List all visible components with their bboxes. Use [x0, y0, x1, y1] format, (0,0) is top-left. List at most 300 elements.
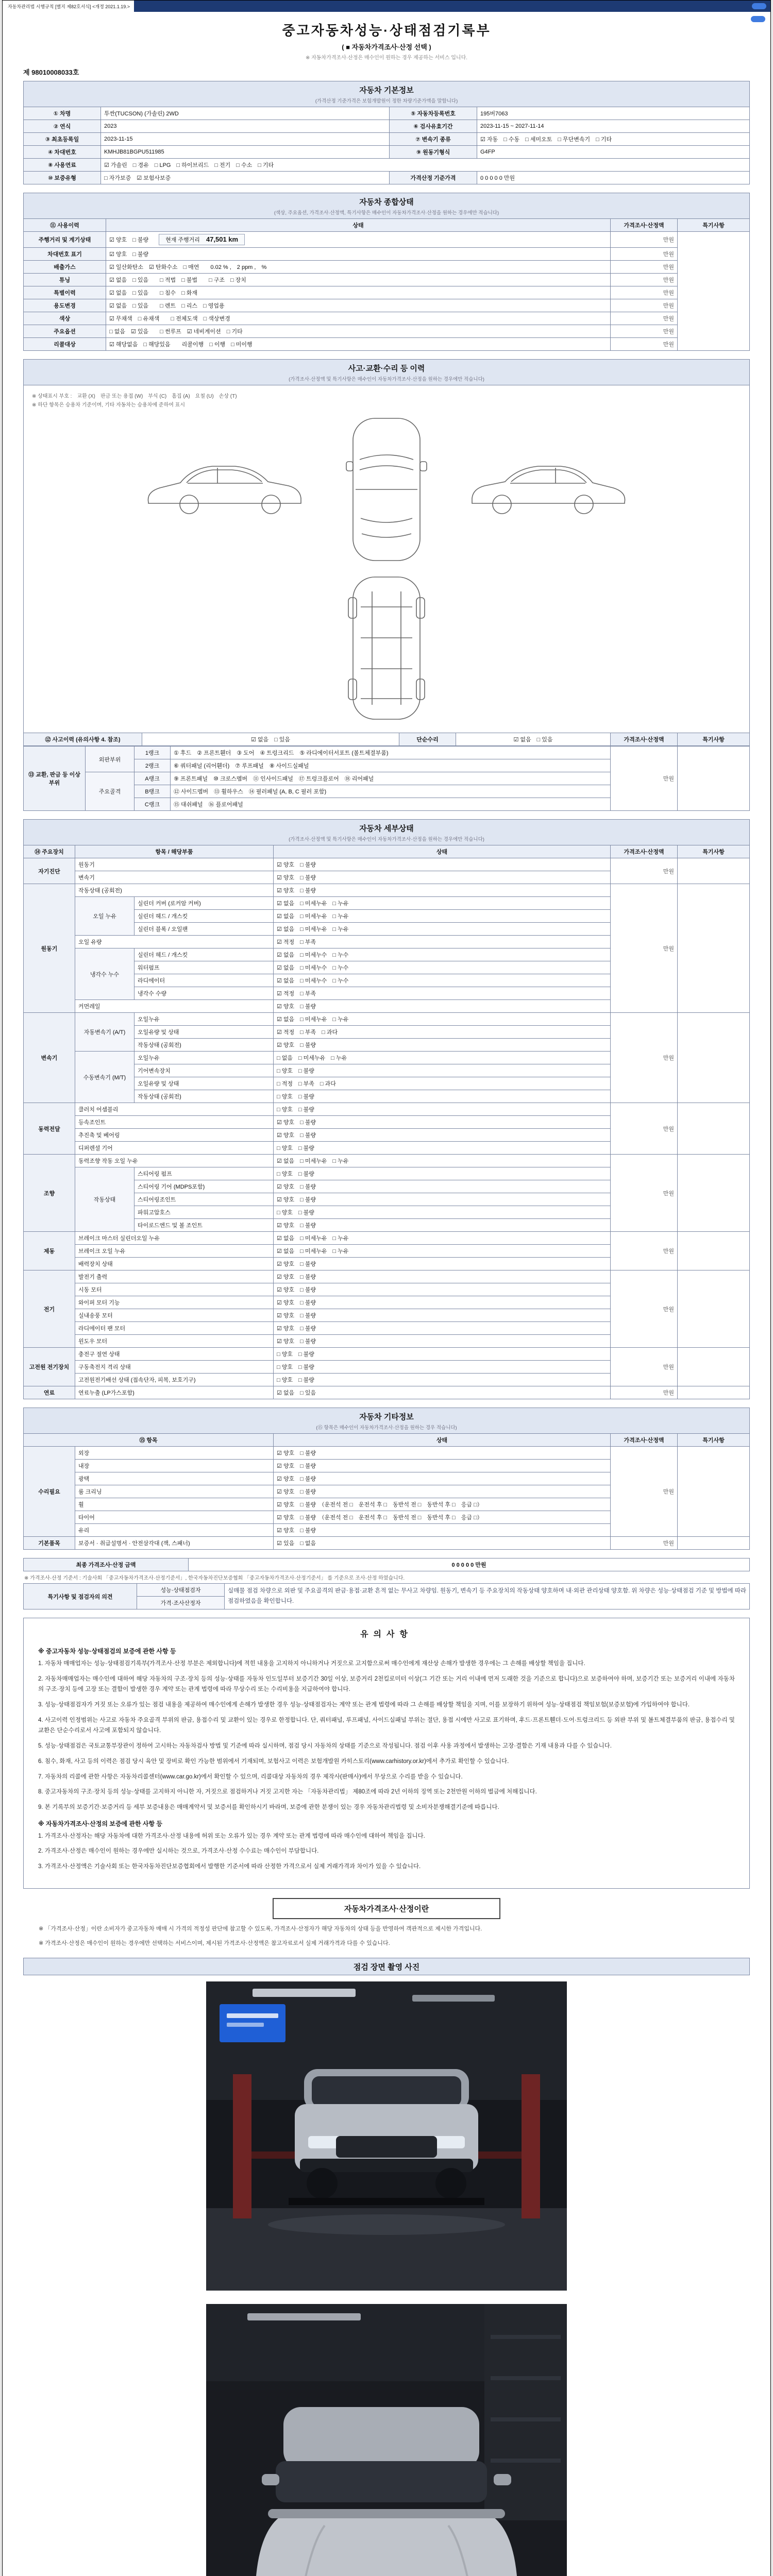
item-label: 라디에이터	[135, 974, 274, 987]
device-group-label: 변속기	[24, 1013, 75, 1103]
item-status: ☑ 양호 □ 불량	[274, 1258, 611, 1270]
accident-price-header: 가격조사·산정액	[611, 733, 678, 746]
accident-title: 사고·교환·수리 등 이력	[348, 364, 425, 373]
usage-row-status: ☑ 양호 □ 불량 현재 주행거리 47,501 km	[106, 232, 611, 248]
odometer-box	[159, 234, 245, 245]
model-year-label: ② 연식	[24, 120, 101, 133]
usage-price-cell: 만원	[611, 312, 678, 325]
top-right-badge-icon[interactable]	[752, 3, 766, 9]
inspector-comment: 실매물 점검 차량으로 외판 및 주요골격의 판금·용접·교환 흔적 없는 무사고 차량임. 원동기, 변속기 등 주요장치의 작동상태 양호하며 내·외관 관리상태 양호함. 위 차량은 성능·상태점검 기준 및 방법에 따라 점검하였음을 확인합니다.	[225, 1584, 750, 1609]
usage-price-cell: 만원	[611, 299, 678, 312]
notice-box	[23, 1618, 750, 1889]
car-top-view	[340, 412, 433, 567]
etc-col-item: ⑮ 항목	[24, 1434, 274, 1447]
odometer-label: 현재 주행거리	[165, 237, 200, 243]
inspection-photo-front-lift	[206, 1981, 567, 2291]
usage-price-cell: 만원	[611, 274, 678, 286]
item-label: 외장	[75, 1447, 274, 1460]
remark-section-label: 특기사항 및 점검자의 의견	[24, 1584, 137, 1609]
engine-type-label: ⑨ 원동기형식	[390, 146, 477, 159]
inspection-record-page	[2, 0, 771, 2576]
basic-info-band	[23, 81, 750, 107]
section-photos	[23, 1958, 750, 2576]
device-group-label: 동력전달	[24, 1103, 75, 1155]
group-remark-cell	[678, 1447, 750, 1537]
item-label: 실린더 블록 / 오일팬	[135, 923, 274, 936]
group-remark-cell	[678, 1537, 750, 1550]
item-label: 실린더 커버 (로커암 커버)	[135, 897, 274, 910]
item-label: 스티어링 기어 (MDPS포함)	[135, 1180, 274, 1193]
overall-table	[23, 218, 750, 351]
item-status: ☑ 없음 □ 미세누유 □ 누유	[274, 923, 611, 936]
usage-row-label: 차대번호 표기	[24, 248, 106, 261]
subgroup-label: 오일 누유	[75, 897, 135, 936]
accident-parts-table	[23, 746, 750, 811]
state-code-legend-2: ※ 하단 항목은 승용차 기준이며, 기타 자동차는 승용차에 준하여 표시	[32, 402, 185, 408]
transmission-value: ☑ 자동 □ 수동 □ 세미오토 □ 무단변속기 □ 기타	[477, 133, 750, 146]
accident-band	[23, 359, 750, 385]
usage-remark-cell	[678, 232, 750, 351]
item-status: ☑ 양호 □ 불량	[274, 1219, 611, 1232]
overall-band	[23, 193, 750, 218]
etc-title: 자동차 기타정보	[359, 1413, 414, 1421]
notice-paragraph: 6. 침수, 화재, 사고 등의 이력은 점검 당시 육안 및 장비로 확인 가능한 범위에서 기재되며, 보험사고 이력은 보험개발원 카히스토리(www.carhistory.or.kr)에서 추가로 확인할 수 있습니다.	[38, 1758, 509, 1765]
appraisal-basis-note: ※ 가격조사·산정 기준서 : 기술사회 「중고자동차가격조사·산정기준서」, 한국자동차진단보증협회 「중고자동차가격조사·산정기준서」 를 기준으로 조사·산정 하였습니다.	[24, 1575, 405, 1581]
item-status: ☑ 양호 □ 불량	[274, 1309, 611, 1322]
item-status: ☑ 양호 □ 불량	[274, 1335, 611, 1348]
device-group-label: 기본품목	[24, 1537, 75, 1550]
car-side-view-right	[464, 451, 634, 528]
group-remark-cell	[678, 1270, 750, 1348]
item-status: ☑ 양호 □ 불량	[274, 1270, 611, 1283]
item-label: 파워고압호스	[135, 1206, 274, 1219]
document-header	[3, 12, 770, 62]
notice-body	[38, 1647, 735, 1872]
notice-paragraph: 2. 가격조사·산정은 매수인이 원하는 경우에만 실시하는 것으로, 가격조사·산정 수수료는 매수인이 부담합니다.	[38, 1848, 319, 1855]
etc-table	[23, 1433, 750, 1550]
group-price-cell: 만원	[611, 1348, 678, 1386]
inspection-period-label: ⑥ 검사유효기간	[390, 120, 477, 133]
item-status: ☑ 없음 □ 미세누수 □ 누수	[274, 974, 611, 987]
group-remark-cell	[678, 1013, 750, 1103]
section-basic-info	[23, 81, 750, 184]
notice-paragraph: 3. 가격조사·산정액은 기술사회 또는 한국자동차진단보증협회에서 발행한 기준서에 따라 산정한 가격으로서 실제 거래가격과 차이가 있을 수 있습니다.	[38, 1863, 421, 1870]
detail-col-remark: 특기사항	[678, 845, 750, 858]
inspector-remark-table	[23, 1583, 750, 1609]
overall-col-remark: 특기사항	[678, 219, 750, 232]
item-status: ☑ 양호 □ 불량	[274, 1447, 611, 1460]
item-status: □ 양호 □ 불량	[274, 1374, 611, 1386]
item-label: 브레이크 마스터 실린더오일 누유	[75, 1232, 274, 1245]
state-code-legend: ※ 상태표시 부호 : 교환 (X) 판금 또는 용접 (W) 부식 (C) 흠집 (A) 요철 (U) 손상 (T)	[32, 394, 237, 399]
overall-note: (색상, 주요옵션, 가격조사·산정액, 특기사항은 매수인이 자동차가격조사·산정을 원하는 경우에만 적습니다)	[274, 210, 499, 216]
rank-items: ⑨ 프론트패널 ⑩ 크로스멤버 ⑪ 인사이드패널 ⑰ 트렁크플로어 ⑱ 리어패널	[171, 772, 611, 785]
zone-label: 외판부위	[86, 747, 135, 772]
item-status: ☑ 없음 □ 미세누유 □ 누유	[274, 1013, 611, 1026]
appraiser-label: 가격·조사산정자	[137, 1597, 225, 1609]
notice-paragraph: 7. 자동차의 리콜에 관한 사항은 자동차리콜센터(www.car.go.kr)에서 확인할 수 있으며, 리콜대상 자동차의 경우 제작사(판매사)에서 무상으로 수리를 받을 수 있습니다.	[38, 1773, 463, 1780]
detail-band	[23, 819, 750, 845]
item-label: 오일누유	[135, 1013, 274, 1026]
fuel-label: ⑧ 사용연료	[24, 159, 101, 172]
item-status: □ 양호 □ 불량	[274, 1064, 611, 1077]
item-status: ☑ 양호 □ 불량	[274, 1485, 611, 1498]
rank-label: 2랭크	[135, 759, 171, 772]
group-remark-cell	[678, 884, 750, 1013]
group-remark-cell	[678, 1103, 750, 1155]
item-label: 오일누유	[135, 1052, 274, 1064]
car-diagram-area	[23, 385, 750, 733]
basic-info-title: 자동차 기본정보	[359, 86, 414, 95]
group-price-cell: 만원	[611, 1270, 678, 1348]
notice-title: 유의사항	[360, 1630, 413, 1639]
model-year-value: 2023	[101, 120, 390, 133]
inspection-photo-top-front	[206, 2304, 567, 2576]
pricing-explanation-p2: ※ 가격조사·산정은 매수인이 원하는 경우에만 선택하는 서비스이며, 제시된 가격조사·산정액은 참고자료로서 실제 거래가격과 다를 수 있습니다.	[39, 1940, 390, 1947]
item-label: 구동축전지 격리 상태	[75, 1361, 274, 1374]
accident-history-table	[23, 733, 750, 746]
item-label: 스티어링조인트	[135, 1193, 274, 1206]
secondary-badge-icon[interactable]	[751, 16, 765, 22]
item-status: ☑ 양호 □ 불량 （운전석 전 □ 운전석 후 □ 동반석 전 □ 동반석 후 □ 응급 □）	[274, 1511, 611, 1524]
car-diagram-row-2	[32, 571, 741, 725]
item-label: 브레이크 오일 누유	[75, 1245, 274, 1258]
notice-heading: ※ 자동차가격조사·산정의 보증에 관한 사항 등	[38, 1820, 162, 1827]
item-status: ☑ 양호 □ 불량	[274, 1296, 611, 1309]
final-amount-table	[23, 1558, 750, 1571]
exchange-parts-label: ⑬ 교환, 판금 등 이상 부위	[24, 747, 86, 811]
overall-title: 자동차 종합상태	[359, 198, 414, 207]
notice-paragraph: 9. 본 기록부의 보증기간·보증거리 등 세부 보증내용은 매매계약서 및 보증서를 확인하시기 바라며, 보증에 관한 분쟁이 있는 경우 자동차관리법령 및 소비자분쟁해결기준에 따릅니다.	[38, 1804, 499, 1810]
usage-price-cell: 만원	[611, 261, 678, 274]
reg-no-value: 195버7063	[477, 107, 750, 120]
car-underbody-view	[340, 571, 433, 725]
item-label: 휠	[75, 1498, 274, 1511]
item-label: 작동상태 (공회전)	[135, 1039, 274, 1052]
overall-col-price: 가격조사·산정액	[611, 219, 678, 232]
item-label: 오일 유량	[75, 936, 274, 948]
simple-repair-status: ☑ 없음 □ 있음	[456, 733, 611, 746]
item-status: ☑ 없음 □ 있음	[274, 1386, 611, 1399]
usage-row-label: 색상	[24, 312, 106, 325]
vehicle-name-label: ① 차명	[24, 107, 101, 120]
item-label: 실린더 헤드 / 개스킷	[135, 948, 274, 961]
group-price-cell: 만원	[611, 1386, 678, 1399]
basic-info-table	[23, 107, 750, 184]
item-status: ☑ 양호 □ 불량	[274, 1000, 611, 1013]
fuel-value: ☑ 가솔린 □ 경유 □ LPG □ 하이브리드 □ 전기 □ 수소 □ 기타	[101, 159, 750, 172]
detail-col-price: 가격조사·산정액	[611, 845, 678, 858]
accident-remark-cell	[678, 747, 750, 811]
item-label: 클러치 어셈블리	[75, 1103, 274, 1116]
usage-row-status: ☑ 없음 □ 있음 □ 적법 □ 불법 □ 구조 □ 장치	[106, 274, 611, 286]
item-label: 스티어링 펌프	[135, 1167, 274, 1180]
usage-price-cell: 만원	[611, 248, 678, 261]
etc-col-price: 가격조사·산정액	[611, 1434, 678, 1447]
top-bar	[3, 1, 770, 12]
vin-label: ④ 차대번호	[24, 146, 101, 159]
item-label: 유리	[75, 1524, 274, 1537]
usage-row-label: 특별이력	[24, 286, 106, 299]
vehicle-name-value: 투싼(TUCSON) (가솔린) 2WD	[101, 107, 390, 120]
overall-col-usage: ⑪ 사용이력	[24, 219, 106, 232]
item-status: □ 양호 □ 불량	[274, 1103, 611, 1116]
item-status: □ 없음 □ 미세누유 □ 누유	[274, 1052, 611, 1064]
inspector-label: 성능·상태점검자	[137, 1584, 225, 1597]
subgroup-label: 냉각수 누수	[75, 948, 135, 1000]
etc-col-remark: 특기사항	[678, 1434, 750, 1447]
item-label: 광택	[75, 1472, 274, 1485]
car-side-view-left	[139, 451, 309, 528]
item-label: 작동상태 (공회전)	[75, 884, 274, 897]
car-roof-and-hood	[255, 2407, 518, 2576]
notice-paragraph: 2. 자동차매매업자는 매수인에 대하여 해당 자동차의 구조·장치 등의 성능·상태를 자동차 인도일부터 보증기간 30일 이상, 보증거리 2천킬로미터 이상(그 기간 또는 거리 이내에 먼저 도래한 것을 기준으로 합니다)으로 보증하여야 하며, 보증기간 또는 보증거리 이내에 자동차의 구조·장치 등에 고장 또는 결함이 발생한 경우 계약 또는 관계 법령에 따라 무상수리 또는 수리비용을 지급하여야 합니다.	[38, 1675, 735, 1693]
item-label: 작동상태 (공회전)	[135, 1090, 274, 1103]
engine-type-value: G4FP	[477, 146, 750, 159]
device-group-label: 수리필요	[24, 1447, 75, 1537]
item-label: 오일유량 및 상태	[135, 1077, 274, 1090]
detail-table	[23, 845, 750, 1399]
item-status: ☑ 양호 □ 불량	[274, 1193, 611, 1206]
warranty-type-value: □ 자가보증 ☑ 보험사보증	[101, 172, 390, 184]
usage-price-cell: 만원	[611, 325, 678, 338]
section-accident-history	[23, 359, 750, 811]
item-label: 시동 모터	[75, 1283, 274, 1296]
usage-row-label: 튜닝	[24, 274, 106, 286]
usage-row-label: 주요옵션	[24, 325, 106, 338]
group-price-cell: 만원	[611, 1537, 678, 1550]
notice-paragraph: 5. 성능·상태점검은 국토교통부장관이 정하여 고시하는 자동차검사 방법 및 기준에 따라 실시하며, 점검 당시 자동차의 상태를 기준으로 작성됩니다. 점검 이후 사용 과정에서 발생하는 고장·결함은 기재 내용과 다를 수 있습니다.	[38, 1743, 612, 1750]
item-label: 동력조향 작동 오일 누유	[75, 1155, 274, 1167]
group-price-cell: 만원	[611, 1232, 678, 1270]
group-price-cell: 만원	[611, 884, 678, 1013]
item-status: ☑ 없음 □ 미세누유 □ 누유	[274, 1155, 611, 1167]
rank-items: ⑫ 사이드멤버 ⑬ 휠하우스 ⑭ 필러패널 (A, B, C 필러 포함)	[171, 785, 611, 798]
item-status: ☑ 양호 □ 불량	[274, 1472, 611, 1485]
item-label: 냉각수 수량	[135, 987, 274, 1000]
item-status: □ 양호 □ 불량	[274, 1361, 611, 1374]
top-navy-strip	[134, 1, 770, 12]
item-label: 내장	[75, 1460, 274, 1472]
item-label: 원동기	[75, 858, 274, 871]
basic-info-note: (가격산정 기준가격은 보험개발원이 정한 차량기준가액을 말합니다)	[315, 98, 458, 104]
item-status: ☑ 있음 □ 없음	[274, 1537, 611, 1550]
rank-items: ① 후드 ② 프론트휀더 ③ 도어 ④ 트렁크리드 ⑤ 라디에이터서포트 (볼트체결부품)	[171, 747, 611, 759]
item-status: □ 양호 □ 불량	[274, 1348, 611, 1361]
item-label: 발전기 출력	[75, 1270, 274, 1283]
lift-post-left	[233, 2074, 251, 2218]
item-status: ☑ 적정 □ 부족	[274, 936, 611, 948]
document-title: 중고자동차성능·상태점검기록부	[282, 23, 491, 38]
rank-label: A랭크	[135, 772, 171, 785]
group-price-cell: 만원	[611, 1447, 678, 1537]
usage-row-status: ☑ 없음 □ 있음 □ 렌트 □ 리스 □ 영업용	[106, 299, 611, 312]
base-price-value: 0 0 0 0 0 만원	[477, 172, 750, 184]
subgroup-label: 작동상태	[75, 1167, 135, 1232]
accident-remark-header: 특기사항	[678, 733, 750, 746]
overall-col-status: 상태	[106, 219, 611, 232]
detail-col-status: 상태	[274, 845, 611, 858]
photo-list	[206, 1981, 567, 2576]
item-label: 변속기	[75, 871, 274, 884]
pricing-explanation-title: 자동차가격조사·산정이란	[273, 1898, 500, 1919]
reg-no-label: ⑤ 자동차등록번호	[390, 107, 477, 120]
item-status: ☑ 없음 □ 미세누수 □ 누수	[274, 961, 611, 974]
item-label: 윈도우 모터	[75, 1335, 274, 1348]
warranty-type-label: ⑩ 보증유형	[24, 172, 101, 184]
notice-paragraph: 1. 가격조사·산정자는 해당 자동차에 대한 가격조사·산정 내용에 허위 또는 오류가 있는 경우 계약 또는 관계 법령에 따라 매수인에 대하여 책임을 집니다.	[38, 1833, 425, 1839]
item-status: □ 양호 □ 불량	[274, 1090, 611, 1103]
item-status: ☑ 양호 □ 불량	[274, 1460, 611, 1472]
item-status: ☑ 양호 □ 불량	[274, 1039, 611, 1052]
rank-label: C랭크	[135, 798, 171, 811]
group-remark-cell	[678, 858, 750, 884]
item-label: 오일유량 및 상태	[135, 1026, 274, 1039]
vin-value: KMHJB81BGPU511985	[101, 146, 390, 159]
usage-row-label: 배출가스	[24, 261, 106, 274]
item-status: ☑ 적정 □ 부족	[274, 987, 611, 1000]
usage-price-cell: 만원	[611, 338, 678, 351]
notice-paragraph: 1. 자동차 매매업자는 성능·상태점검기록부(가격조사·산정 부분은 제외합니다)에 적힌 내용을 고지하지 아니하거나 거짓으로 고지함으로써 매수인에게 재산상 손해가 발생한 경우에는 그 손해를 배상할 책임을 집니다.	[38, 1660, 585, 1667]
group-remark-cell	[678, 1232, 750, 1270]
item-status: ☑ 양호 □ 불량	[274, 1283, 611, 1296]
accident-history-status: ☑ 없음 □ 있음	[142, 733, 399, 746]
group-remark-cell	[678, 1386, 750, 1399]
document-number: 제 98010008033호	[23, 69, 79, 76]
rank-items: ⑮ 대쉬패널 ⑯ 플로어패널	[171, 798, 611, 811]
base-price-label: 가격산정 기준가격	[390, 172, 477, 184]
usage-price-cell: 만원	[611, 232, 678, 248]
item-status: □ 양호 □ 불량	[274, 1206, 611, 1219]
etc-note: (⑮ 항목은 매수인이 자동차가격조사·산정을 원하는 경우 적습니다)	[316, 1425, 457, 1431]
document-subnote: ※ 자동차가격조사·산정은 매수인이 원하는 경우 제공하는 서비스 입니다.	[305, 55, 468, 61]
transmission-label: ⑦ 변속기 종류	[390, 133, 477, 146]
notice-paragraph: 4. 사고이력 인정범위는 사고로 자동차 주요골격 부위의 판금, 용접수리 및 교환이 있는 경우로 한정합니다. 단, 쿼터패널, 루프패널, 사이드실패널 부위는 절단, 용접 시에만 사고로 표기하며, 후드·프론트휀더·도어·트렁크리드 등 외판 부위 및 볼트체결부품의 판금, 용접수리 및 교환은 단순수리로서 사고에 포함되지 않습니다.	[38, 1717, 735, 1734]
item-label: 등속조인트	[75, 1116, 274, 1129]
device-group-label: 제동	[24, 1232, 75, 1270]
item-status: ☑ 양호 □ 불량	[274, 1322, 611, 1335]
usage-row-status: ☑ 양호 □ 불량	[106, 248, 611, 261]
detail-note: (가격조사·산정액 및 특기사항은 매수인이 자동차가격조사·산정을 원하는 경우에만 적습니다)	[289, 837, 484, 842]
item-status: ☑ 양호 □ 불량	[274, 871, 611, 884]
accident-note: (가격조사·산정액 및 특기사항은 매수인이 자동차가격조사·산정을 원하는 경우에만 적습니다)	[289, 377, 484, 382]
rank-label: 1랭크	[135, 747, 171, 759]
item-label: 룸 크리닝	[75, 1485, 274, 1498]
inspection-period-value: 2023-11-15 ~ 2027-11-14	[477, 120, 750, 133]
item-label: 실린더 헤드 / 개스킷	[135, 910, 274, 923]
section-overall-condition	[23, 193, 750, 351]
item-label: 연료누출 (LP가스포함)	[75, 1386, 274, 1399]
group-price-cell: 만원	[611, 858, 678, 884]
car-diagram-row-1	[32, 412, 741, 567]
accident-price-cell: 만원	[611, 747, 678, 811]
notice-paragraph: 3. 성능·상태점검자가 거짓 또는 오류가 있는 점검 내용을 제공하여 매수인에게 손해가 발생한 경우 성능·상태점검자는 계약 또는 관계 법령에 따라 그 손해를 배상할 책임을 지며, 이를 보장하기 위하여 성능·상태점검 책임보험(보증보험)에 가입하여야 합니다.	[38, 1702, 690, 1708]
photos-band	[23, 1958, 750, 1975]
item-status: ☑ 양호 □ 불량 （운전석 전 □ 운전석 후 □ 동반석 전 □ 동반석 후 □ 응급 □）	[274, 1498, 611, 1511]
etc-col-status: 상태	[274, 1434, 611, 1447]
item-label: 기어변속장치	[135, 1064, 274, 1077]
accident-history-label: ⑫ 사고이력 (유의사항 4. 참조)	[24, 733, 142, 746]
item-status: ☑ 양호 □ 불량	[274, 858, 611, 871]
pricing-explanation-p1: ※ 「가격조사·산정」이란 소비자가 중고자동차 매매 시 가격의 적정성 판단에 참고할 수 있도록, 가격조사·산정자가 해당 자동차의 상태 등을 반영하여 객관적으로 제시한 가격입니다.	[39, 1925, 482, 1932]
first-reg-value: 2023-11-15	[101, 133, 390, 146]
usage-price-cell: 만원	[611, 286, 678, 299]
photos-title: 점검 장면 촬영 사진	[353, 1963, 420, 1972]
detail-title: 자동차 세부상태	[359, 824, 414, 833]
odometer-value: 47,501 km	[206, 235, 239, 243]
item-status: ☑ 양호 □ 불량	[274, 884, 611, 897]
item-label: 와이퍼 모터 기능	[75, 1296, 274, 1309]
device-group-label: 원동기	[24, 884, 75, 1013]
group-remark-cell	[678, 1155, 750, 1232]
section-notices	[23, 1618, 750, 1889]
item-label: 타이로드엔드 및 볼 조인트	[135, 1219, 274, 1232]
item-label: 워터펌프	[135, 961, 274, 974]
notice-paragraph: 8. 중고자동차의 구조·장치 등의 성능·상태를 고지하지 아니한 자, 거짓으로 점검하거나 거짓 고지한 자는 「자동차관리법」 제80조에 따라 2년 이하의 징역 또는 2천만원 이하의 벌금에 처해집니다.	[38, 1789, 537, 1795]
section-detailed-condition	[23, 819, 750, 1399]
item-label: 추진축 및 베어링	[75, 1129, 274, 1142]
usage-row-label: 주행거리 및 계기상태	[24, 232, 106, 248]
etc-band	[23, 1408, 750, 1433]
document-subtitle: ( ■ 자동차가격조사·산정 선택 )	[342, 43, 431, 51]
device-group-label: 자기진단	[24, 858, 75, 884]
subgroup-label: 수동변속기 (M/T)	[75, 1052, 135, 1103]
item-label: 디퍼렌셜 기어	[75, 1142, 274, 1155]
item-label: 배력장치 상태	[75, 1258, 274, 1270]
item-label: 라디에이터 팬 모터	[75, 1322, 274, 1335]
item-label: 타이어	[75, 1511, 274, 1524]
usage-row-status: ☑ 없음 □ 있음 □ 침수 □ 화재	[106, 286, 611, 299]
item-label: 고전원전기배선 상태 (접속단자, 피복, 보호기구)	[75, 1374, 274, 1386]
item-status: □ 양호 □ 불량	[274, 1142, 611, 1155]
form-reference: 자동차관리법 시행규칙 [별지 제82호서식] <개정 2021.1.19.>	[8, 4, 130, 9]
first-reg-label: ③ 최초등록일	[24, 133, 101, 146]
usage-row-status: ☑ 일산화탄소 ☑ 탄화수소 □ 매연 0.02 % , 2 ppm , %	[106, 261, 611, 274]
item-status: ☑ 없음 □ 미세누유 □ 누유	[274, 897, 611, 910]
notice-heading: ※ 중고자동차 성능·상태점검의 보증에 관한 사항 등	[38, 1648, 176, 1655]
usage-row-status: □ 없음 ☑ 있음 □ 썬루프 ☑ 네비게이션 □ 기타	[106, 325, 611, 338]
item-status: ☑ 양호 □ 불량	[274, 1180, 611, 1193]
final-amount-value: 0 0 0 0 0 만원	[189, 1558, 750, 1571]
final-amount-label: 최종 가격조사·산정 금액	[24, 1558, 189, 1571]
device-group-label: 조향	[24, 1155, 75, 1232]
item-status: □ 적정 □ 부족 □ 과다	[274, 1077, 611, 1090]
item-label: 충전구 절연 상태	[75, 1348, 274, 1361]
item-status: ☑ 양호 □ 불량	[274, 1129, 611, 1142]
item-status: ☑ 양호 □ 불량	[274, 1524, 611, 1537]
detail-col-item: 항목 / 해당부품	[75, 845, 274, 858]
item-label: 실내송풍 모터	[75, 1309, 274, 1322]
rank-label: B랭크	[135, 785, 171, 798]
usage-row-label: 용도변경	[24, 299, 106, 312]
lift-post-right	[522, 2074, 540, 2218]
section-pricing-explanation	[23, 1898, 750, 1948]
group-remark-cell	[678, 1348, 750, 1386]
subgroup-label: 자동변속기 (A/T)	[75, 1013, 135, 1052]
item-status: ☑ 적정 □ 부족 □ 과다	[274, 1026, 611, 1039]
item-status: ☑ 없음 □ 미세누유 □ 누유	[274, 1245, 611, 1258]
detail-col-device: ⑭ 주요장치	[24, 845, 75, 858]
item-status: □ 양호 □ 불량	[274, 1167, 611, 1180]
item-label: 보증서 · 취급설명서 · 안전삼각대 (잭, 스패너)	[75, 1537, 274, 1550]
group-price-cell: 만원	[611, 1013, 678, 1103]
item-status: ☑ 양호 □ 불량	[274, 1116, 611, 1129]
usage-row-label: 리콜대상	[24, 338, 106, 351]
usage-row-status: ☑ 무채색 □ 유채색 □ 전체도색 □ 색상변경	[106, 312, 611, 325]
simple-repair-label: 단순수리	[399, 733, 456, 746]
item-label: 커먼레일	[75, 1000, 274, 1013]
item-status: ☑ 없음 □ 미세누유 □ 누유	[274, 1232, 611, 1245]
